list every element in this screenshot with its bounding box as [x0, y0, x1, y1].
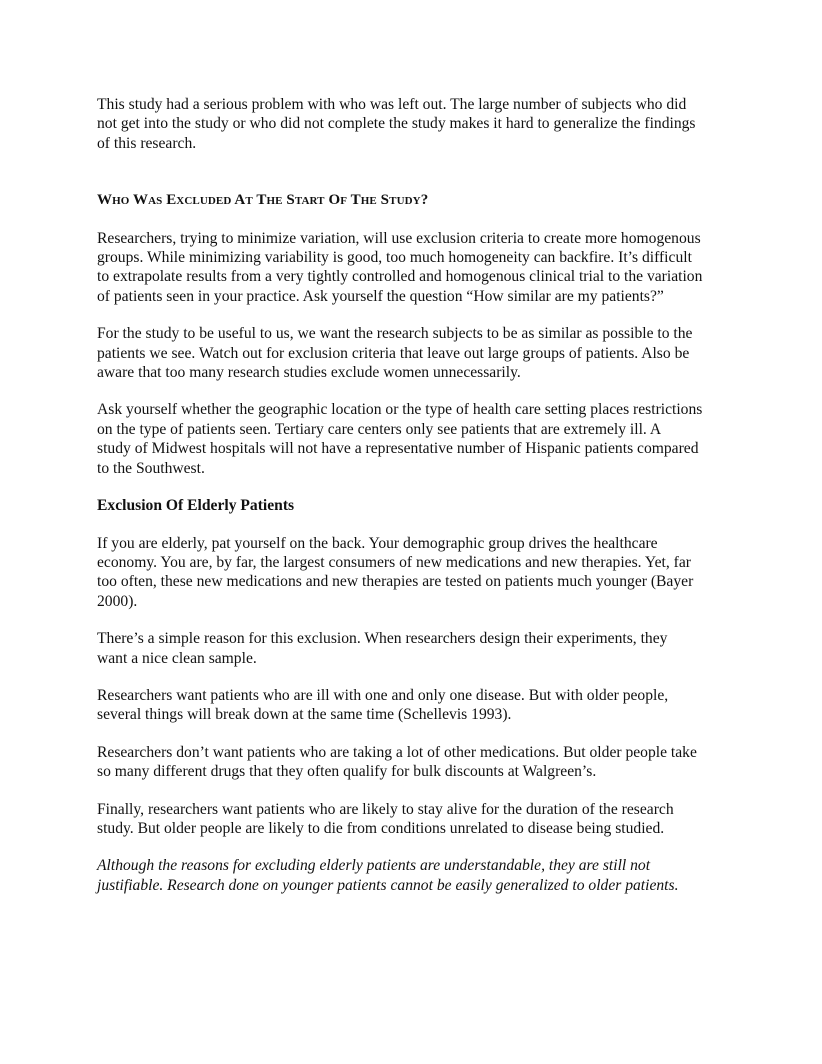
paragraph-geographic-location: Ask yourself whether the geographic location or the type of health care setting places restrictions on the type of patients seen. Tertiary care centers only see patients that are extremely ill. A study of Midwest hospitals will not have a representative number of Hispanic patients compared to the Southwest. — [97, 401, 703, 477]
paragraph-conclusion: Although the reasons for excluding elderly patients are understandable, they are still not justifiable. Research done on younger patients cannot be easily generalized to older patients. — [97, 857, 679, 894]
paragraph-one-disease: Researchers want patients who are ill with one and only one disease. But with older people, several things will break down at the same time (Schellevis 1993). — [97, 686, 669, 724]
paragraph-simple-reason: There’s a simple reason for this exclusion. When researchers design their experiments, they want a nice clean sample. — [97, 630, 668, 667]
paragraph-stay-alive: Finally, researchers want patients who are likely to stay alive for the duration of the research study. But older people are likely to die from conditions unrelated to disease being studied. — [97, 800, 674, 837]
intro-paragraph: This study had a serious problem with who was left out. The large number of subjects who did not get into the study or who did not complete the study makes it hard to generalize the findings of this research. — [97, 96, 696, 152]
paragraph-exclusion-criteria: Researchers, trying to minimize variation, will use exclusion criteria to create more homogenous groups. While minimizing variability is good, too much homogeneity can backfire. It’s difficult to extrapolate results from a very tightly controlled and homogenous clinical trial to the variation of patients seen in your practice. Ask yourself the question “How similar are my patients?” — [97, 229, 703, 305]
elderly-heading: Exclusion Of Elderly Patients — [97, 497, 295, 515]
paragraph-elderly-intro: If you are elderly, pat yourself on the back. Your demographic group drives the healthcare economy. You are, by far, the largest consumers of new medications and new therapies. Yet, far too often, these new medications and new therapies are tested on patients much younger (Bayer 2000). — [97, 534, 694, 610]
excluded-heading: Who Was Excluded At The Start Of The Study? — [97, 192, 429, 209]
paragraph-similar-subjects: For the study to be useful to us, we want the research subjects to be as similar as possible to the patients we see. Watch out for exclusion criteria that leave out large groups of patients. Also be aware that too many research studies exclude women unnecessarily. — [97, 325, 693, 382]
document-page — [97, 95, 737, 895]
paragraph-medications: Researchers don’t want patients who are taking a lot of other medications. But older people take so many different drugs that they often qualify for bulk discounts at Walgreen’s. — [97, 743, 697, 781]
